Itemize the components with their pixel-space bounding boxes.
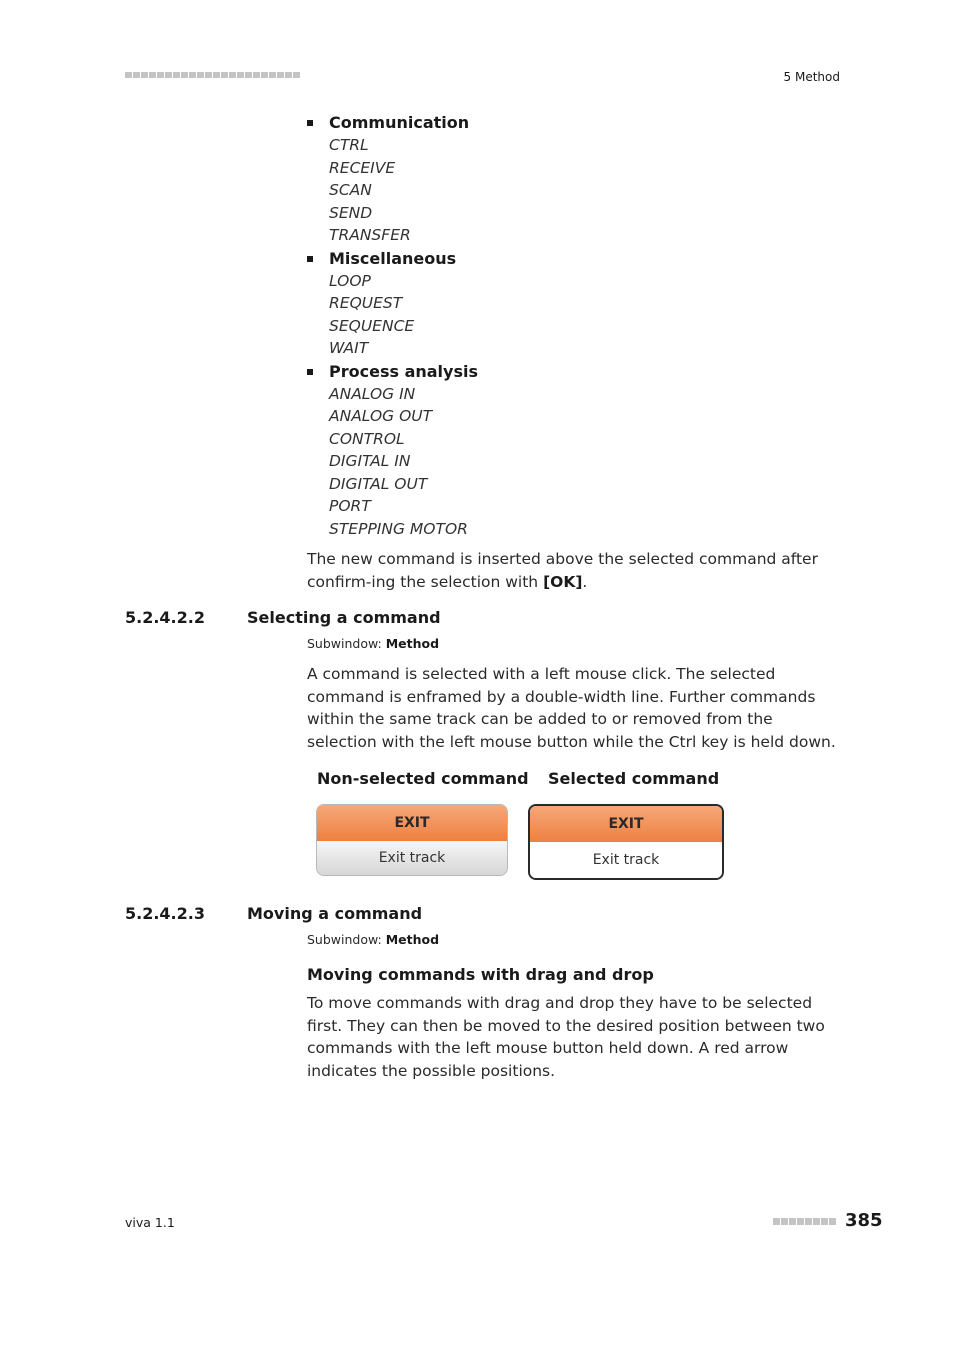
group-title: Miscellaneous	[307, 247, 847, 270]
list-item: SEQUENCE	[329, 316, 415, 335]
selected-command-box	[528, 804, 724, 880]
page-number: 385	[845, 1210, 883, 1231]
command-name: EXIT	[530, 806, 722, 842]
subwindow-label: Subwindow:	[307, 932, 386, 947]
header-section-title: 5 Method	[783, 70, 840, 84]
list-item: CTRL	[329, 136, 369, 154]
list-item: PORT	[329, 497, 371, 515]
list-item: RECEIVE	[329, 158, 396, 177]
command-name: EXIT	[317, 805, 507, 841]
header-decoration	[125, 72, 300, 78]
section-body: A command is selected with a left mouse click. The selected command is enframed by a double-width line. Further commands within the same track can be added to or removed from the selection with the left mouse button while the Ctrl key is held down.	[307, 665, 836, 751]
subheading: Moving commands with drag and drop	[307, 965, 654, 984]
subwindow-value: Method	[385, 932, 440, 947]
command-list	[307, 111, 847, 540]
command-group-communication	[307, 111, 847, 247]
list-item: LOOP	[329, 271, 371, 290]
group-title: Process analysis	[307, 360, 847, 383]
command-group-miscellaneous	[307, 247, 847, 360]
footer-product: viva 1.1	[125, 1215, 175, 1230]
section-title: Selecting a command	[247, 608, 441, 627]
insert-note-text: The new command is inserted above the selected command after confirm-ing the selection with	[307, 550, 818, 591]
subwindow-label: Subwindow:	[307, 636, 386, 651]
list-item: CONTROL	[329, 429, 405, 448]
list-item: SEND	[329, 203, 373, 222]
list-item: ANALOG OUT	[329, 407, 433, 425]
list-item: ANALOG IN	[329, 384, 416, 403]
list-item: WAIT	[329, 339, 369, 357]
list-item: STEPPING MOTOR	[329, 519, 468, 538]
section-number: 5.2.4.2.2	[125, 608, 205, 627]
list-item: TRANSFER	[329, 226, 411, 244]
group-title: Communication	[307, 111, 847, 134]
insert-note-end: .	[582, 572, 588, 591]
section-number: 5.2.4.2.3	[125, 904, 205, 923]
section-body: To move commands with drag and drop they have to be selected first. They can then be moved to the desired position between two commands with the left mouse button held down. A red arrow indicates the possible positions.	[307, 994, 825, 1080]
list-item: DIGITAL OUT	[329, 474, 428, 493]
subwindow-reference	[307, 932, 439, 947]
subwindow-value: Method	[385, 636, 440, 651]
section-title: Moving a command	[247, 904, 423, 923]
footer-decoration	[773, 1218, 836, 1225]
list-item: DIGITAL IN	[329, 452, 411, 470]
non-selected-command-box	[316, 804, 508, 876]
command-group-process-analysis	[307, 360, 847, 541]
list-item: SCAN	[329, 181, 372, 199]
ok-key-label: [OK]	[543, 572, 583, 591]
non-selected-caption: Non-selected command	[317, 769, 529, 788]
command-label: Exit track	[530, 842, 722, 878]
list-item: REQUEST	[329, 294, 403, 312]
command-label: Exit track	[317, 841, 507, 875]
subwindow-reference	[307, 636, 439, 651]
selected-caption: Selected command	[548, 769, 720, 788]
insert-note	[307, 548, 847, 593]
